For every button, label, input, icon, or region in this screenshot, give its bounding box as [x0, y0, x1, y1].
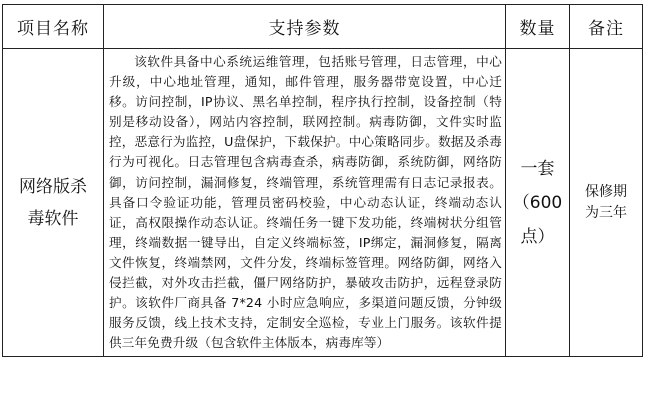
remarks-line: 保修期	[585, 183, 627, 200]
quantity-line: 一套	[520, 158, 555, 179]
remarks-cell	[570, 49, 643, 357]
table-row	[3, 49, 643, 357]
parameters-text: 该软件具备中心系统运维管理，包括账号管理，日志管理，中心升级，中心地址管理，通知，邮件管理，服务器带宽设置，中心迁移。访问控制，IP协议、黑名单控制，程序执行控制，设备控制（特别是移动设备），网站内容控制，联网控制。病毒防御，文件实时监控，恶意行为监控，U盘保护，下载保护。中心策略同步。数据及杀毒行为可视化。日志管理包含病毒查杀，病毒防御，系统防御，网络防御，访问控制，漏洞修复，终端管理，系统管理需有日志记录报表。具备口令验证功能，管理员密码校验，中心动态认证，终端动态认证，高权限操作动态认证。终端任务一键下发功能，终端树状分组管理，终端数据一键导出，自定义终端标签，IP绑定，漏洞修复，隔离文件恢复，终端禁网，文件分发，终端标签管理。网络防御，网络入侵拦截，对外攻击拦截，僵尸网络防护，暴破攻击防护，远程登录防护。该软件厂商具备 7*24 小时应急响应，多渠道问题反馈，分钟级服务反馈，线上技术支持，定制安全巡检，专业上门服务。该软件提供三年免费升级（包含软件主体版本，病毒库等）	[109, 54, 502, 351]
quantity-line: 点）	[520, 226, 555, 247]
header-parameters: 支持参数	[104, 5, 506, 49]
spec-table	[2, 4, 643, 357]
header-quantity: 数量	[506, 5, 570, 49]
quantity-cell	[506, 49, 570, 357]
project-name-line: 网络版杀	[19, 176, 87, 197]
project-name-cell	[3, 49, 104, 357]
parameters-cell	[104, 49, 506, 357]
header-remarks: 备注	[570, 5, 643, 49]
remarks-line: 为三年	[585, 204, 627, 221]
quantity-line: （600	[512, 192, 563, 213]
header-project-name: 项目名称	[3, 5, 104, 49]
project-name-line: 毒软件	[27, 208, 79, 229]
table-header-row	[3, 5, 643, 49]
